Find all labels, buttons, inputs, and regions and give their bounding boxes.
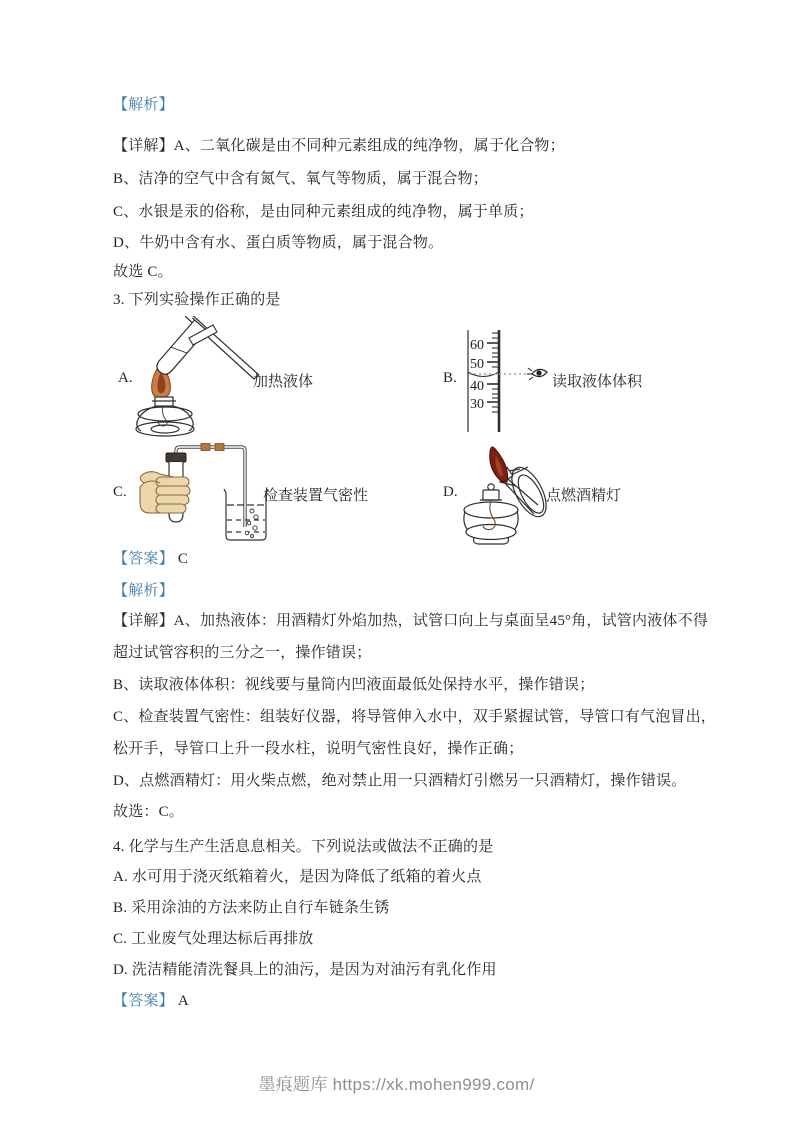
option-caption-d: 点燃酒精灯 [546,488,622,504]
detail-line: C、水银是汞的俗称，是由同种元素组成的纯净物，属于单质； [113,204,534,220]
answer-label: 【答案】 [113,551,174,567]
measuring-cylinder-diagram [464,328,556,434]
detail-line: 松开手，导管口上升一段水柱，说明气密性良好，操作正确； [113,741,524,757]
stopper-icon [166,453,186,462]
tick-label: 60 [470,338,484,353]
option-caption-c: 检查装置气密性 [263,488,369,504]
measuring-cylinder-icon [468,330,499,432]
eye-icon [527,368,547,380]
answer-line [113,550,188,569]
option-caption-b: 读取液体体积 [552,374,643,390]
option-line: A. 水可用于浇灭纸箱着火，是因为降低了纸箱的着火点 [113,869,482,885]
conclusion-line: 故选：C。 [113,804,185,820]
detail-line: D、牛奶中含有水、蛋白质等物质，属于混合物。 [113,235,444,251]
option-line: D. 洗洁精能清洗餐具上的油污，是因为对油污有乳化作用 [113,962,497,978]
alcohol-lamp-icon [136,397,194,436]
conclusion-line: 故选 C。 [113,264,173,280]
detail-line: B、洁净的空气中含有氮气、氧气等物质，属于混合物； [113,171,489,187]
detail-line: 【详解】A、二氧化碳是由不同种元素组成的纯净物，属于化合物； [113,138,565,154]
question-title: 3. 下列实验操作正确的是 [113,292,281,308]
answer-label: 【答案】 [113,993,174,1009]
question-title: 4. 化学与生产生活息息相关。下列说法或做法不正确的是 [113,839,494,855]
answer-value: A [177,993,189,1009]
lighting-lamp-diagram [458,442,550,550]
option-line: C. 工业废气处理达标后再排放 [113,931,314,947]
detail-line: C、检查装置气密性：组装好仪器，将导管伸入水中，双手紧握试管，导管口有气泡冒出， [113,709,717,725]
test-tube-icon [152,318,209,379]
detail-line: D、点燃酒精灯：用火柴点燃，绝对禁止用一只酒精灯引燃另一只酒精灯，操作错误。 [113,773,687,789]
answer-value: C [177,551,189,567]
detail-line: B、读取液体体积：视线要与量筒内凹液面最低处保持水平，操作错误； [113,677,595,693]
upright-lamp-icon [464,484,518,544]
option-letter-b: B. [443,370,457,386]
footer-watermark: 墨痕题库 https://xk.mohen999.com/ [258,1075,535,1094]
detail-line: 超过试管容积的三分之一，操作错误； [113,645,372,661]
analysis-label: 【解析】 [113,583,174,599]
option-letter-a: A. [118,370,133,386]
bubbles-icon [245,509,258,538]
tick-label: 50 [470,357,484,372]
tick-label: 40 [470,379,484,394]
option-line: B. 采用涂油的方法来防止自行车链条生锈 [113,900,390,916]
hand-icon [140,472,190,513]
option-letter-c: C. [113,484,127,500]
flame-icon [490,447,508,482]
option-caption-a: 加热液体 [253,374,314,390]
option-letter-d: D. [443,484,458,500]
gas-tightness-diagram [130,443,270,547]
tick-label: 30 [470,397,484,412]
heating-liquid-diagram [133,316,265,446]
analysis-label: 【解析】 [113,97,174,113]
detail-line: 【详解】A、加热液体：用酒精灯外焰加热，试管口向上与桌面呈45°角，试管内液体不得 [113,613,709,629]
answer-line [113,992,189,1011]
